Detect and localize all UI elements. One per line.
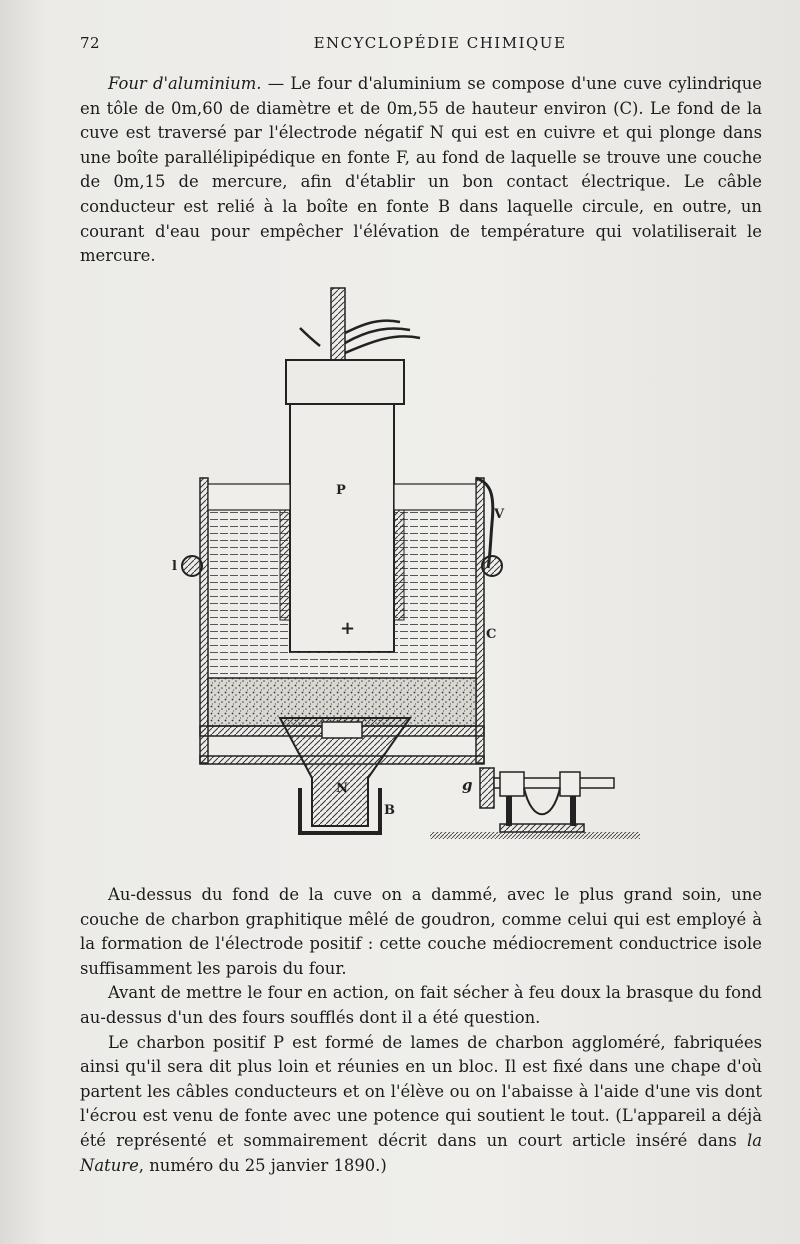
label-c: C [486,627,497,642]
page-number: 72 [80,34,101,52]
journal-title: la Nature [80,1130,762,1175]
furnace-diagram [140,278,660,850]
paragraph: Avant de mettre le four en action, on fait sécher à feu doux la brasque du fond au-dessus d'un des fours soufflés dont il a été question. [80,983,762,1027]
tank-wall-left [200,478,208,763]
label-v: V [494,507,505,522]
label-p: P [336,483,346,498]
molten-bath [208,510,290,678]
left-handle [182,556,202,576]
running-header [80,30,760,58]
furnace-figure [140,278,660,850]
paragraph-text-end: , numéro du 25 janvier 1890.) [138,1155,387,1175]
label-l: l [172,559,177,574]
intro-body: — Le four d'aluminium se compose d'une cuve cylindrique en tôle de 0m,60 de diamètre et de 0m,55 de hauteur environ (C). Le fond de la cuve est traversé par l'électrode négatif N qui est en cuivre et qui plonge dans une boîte parallélipipédique en fonte F, au fond de laquelle se trouve une couche de 0m,15 de mercure, afin d'établir un bon contact électrique. Le câble conducteur est relié à la boîte en fonte B dans laquelle circule, en outre, un courant d'eau pour empêcher l'élévation de température qui volatiliserait le mercure. [80,74,763,266]
header-title: ENCYCLOPÉDIE CHIMIQUE [313,34,567,52]
body-text [80,883,762,1178]
tank-wall-right [476,478,484,763]
paragraph-text: Le charbon positif P est formé de lames de charbon aggloméré, fabriquées ainsi qu'il sera dit plus loin et réunies en un bloc. Il est fixé dans une chape d'où partent les câbles conducteurs et on l'élève ou on l'abaisse à l'aide d'une vis dont l'écrou est venu de fonte avec une potence qui soutient le tout. (L'appareil a déjà été représenté et sommairement décrit dans un court article inséré dans [80,1032,762,1150]
label-b: B [384,803,395,818]
label-g: g [462,776,473,794]
positive-electrode [290,404,394,652]
section-heading: Four d'aluminium. [108,74,262,93]
electrode-cables [300,288,420,360]
paragraph-last [80,1031,762,1179]
paragraph: Au-dessus du fond de la cuve on a dammé, avec le plus grand soin, une couche de charbon graphitique mêlé de goudron, comme celui qui est employé à la formation de l'électrode positif : cette couche médiocrement conductrice isole suffisamment les parois du four. [80,885,762,978]
ground-line [430,832,640,839]
support-mechanism [480,768,614,832]
label-n: N [336,781,348,796]
label-plus: + [340,618,356,639]
electrode-cap [286,360,404,404]
intro-paragraph [80,72,762,269]
